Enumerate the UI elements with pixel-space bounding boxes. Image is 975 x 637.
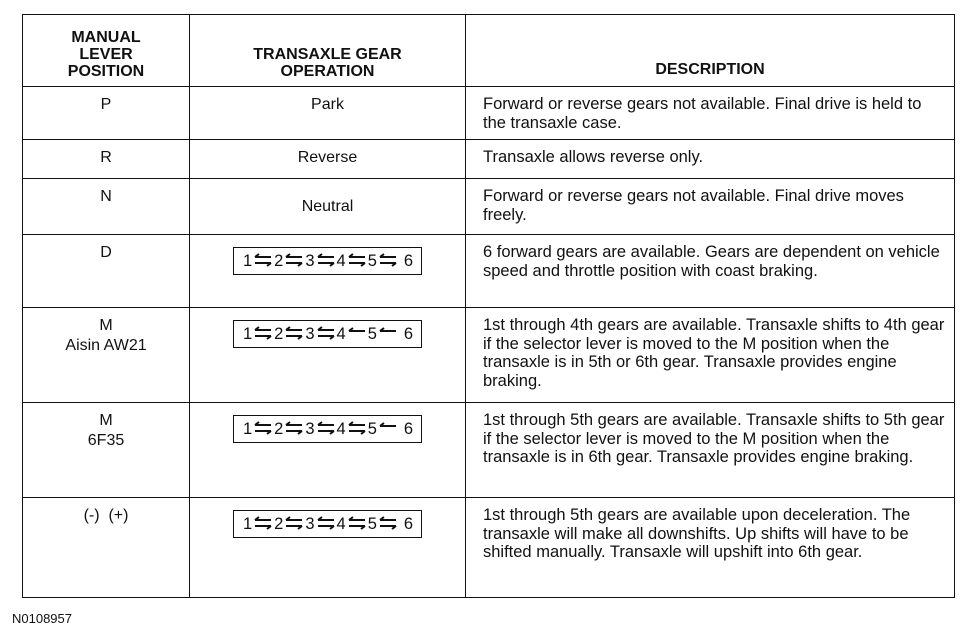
gear-sequence-box [233, 415, 422, 443]
header-operation-line-2: OPERATION [280, 63, 375, 80]
gear-number: 4 [336, 420, 346, 438]
operation-cell [190, 140, 466, 179]
operation-label: Reverse [297, 149, 358, 166]
header-description: DESCRIPTION [466, 15, 955, 87]
left-shift-arrow-icon [347, 326, 367, 340]
lever-cell [23, 235, 190, 308]
gear-number: 3 [305, 252, 315, 270]
gear-number: 1 [242, 515, 253, 533]
gear-number: 2 [274, 325, 284, 343]
description-cell: Forward or reverse gears not available. Final drive is held to the transaxle case. [466, 87, 955, 140]
double-shift-arrow-icon [253, 421, 273, 435]
gear-number: 2 [274, 420, 284, 438]
gear-number: 3 [305, 515, 315, 533]
double-shift-arrow-icon [378, 516, 398, 530]
operation-label: Neutral [301, 198, 354, 215]
table-row [23, 308, 955, 403]
gear-number: 2 [274, 252, 284, 270]
lever-label: N [100, 188, 112, 205]
header-operation-line-1: TRANSAXLE GEAR [253, 46, 402, 63]
gear-number: 6 [403, 420, 414, 438]
gear-number: 5 [367, 420, 377, 438]
gear-number: 3 [305, 325, 315, 343]
header-lever-line-2: LEVER [79, 46, 133, 63]
header-lever-position [23, 15, 190, 87]
double-shift-arrow-icon [347, 421, 367, 435]
table-row [23, 235, 955, 308]
figure-id: N0108957 [12, 611, 72, 626]
description-cell: 1st through 5th gears are available upon deceleration. The transaxle will make all downshifts. Up shifts will have to be shifted manually. Transaxle will upshift into 6th gear. [466, 498, 955, 598]
operation-label: Park [311, 96, 344, 113]
lever-label: (-) (+) [83, 507, 129, 524]
gear-number: 5 [367, 252, 377, 270]
double-shift-arrow-icon [253, 326, 273, 340]
header-lever-line-3: POSITION [67, 63, 145, 80]
double-shift-arrow-icon [347, 516, 367, 530]
gear-sequence-box [233, 320, 422, 348]
lever-label: P [100, 96, 112, 113]
description-cell: 6 forward gears are available. Gears are dependent on vehicle speed and throttle position with coast braking. [466, 235, 955, 308]
double-shift-arrow-icon [316, 516, 336, 530]
gear-number: 1 [242, 252, 253, 270]
double-shift-arrow-icon [347, 253, 367, 267]
table-row [23, 403, 955, 498]
gear-number: 1 [242, 420, 253, 438]
operation-cell [190, 498, 466, 598]
lever-cell [23, 498, 190, 598]
lever-label: R [100, 149, 112, 166]
lever-label: M [99, 412, 113, 429]
lever-label: M [99, 317, 113, 334]
table-header-row [23, 15, 955, 87]
header-gear-operation [190, 15, 466, 87]
gear-position-table [22, 14, 955, 598]
table-row [23, 498, 955, 598]
gear-number: 4 [336, 325, 346, 343]
left-shift-arrow-icon [378, 421, 398, 435]
description-cell: 1st through 4th gears are available. Transaxle shifts to 4th gear if the selector lever is moved to the M position when the transaxle is in 5th or 6th gear. Transaxle provides engine braking. [466, 308, 955, 403]
double-shift-arrow-icon [378, 253, 398, 267]
table-row [23, 87, 955, 140]
lever-cell [23, 140, 190, 179]
operation-cell [190, 87, 466, 140]
double-shift-arrow-icon [284, 421, 304, 435]
operation-cell [190, 403, 466, 498]
description-cell: 1st through 5th gears are available. Transaxle shifts to 5th gear if the selector lever is moved to the M position when the transaxle is in 6th gear. Transaxle provides engine braking. [466, 403, 955, 498]
table-row [23, 179, 955, 235]
gear-number: 6 [403, 515, 414, 533]
gear-number: 5 [367, 325, 377, 343]
gear-number: 4 [336, 252, 346, 270]
double-shift-arrow-icon [316, 253, 336, 267]
gear-number: 2 [274, 515, 284, 533]
operation-cell [190, 179, 466, 235]
gear-sequence-box [233, 510, 422, 538]
lever-cell [23, 87, 190, 140]
double-shift-arrow-icon [284, 516, 304, 530]
double-shift-arrow-icon [253, 253, 273, 267]
lever-cell [23, 179, 190, 235]
gear-number: 3 [305, 420, 315, 438]
double-shift-arrow-icon [316, 421, 336, 435]
operation-cell [190, 308, 466, 403]
double-shift-arrow-icon [284, 326, 304, 340]
gear-number: 1 [242, 325, 253, 343]
gear-number: 6 [403, 252, 414, 270]
gear-number: 4 [336, 515, 346, 533]
double-shift-arrow-icon [284, 253, 304, 267]
left-shift-arrow-icon [378, 326, 398, 340]
double-shift-arrow-icon [316, 326, 336, 340]
lever-cell [23, 403, 190, 498]
description-cell: Forward or reverse gears not available. Final drive moves freely. [466, 179, 955, 235]
lever-label: D [100, 244, 112, 261]
lever-sublabel: 6F35 [87, 432, 125, 449]
lever-cell [23, 308, 190, 403]
header-lever-line-1: MANUAL [71, 29, 141, 46]
lever-sublabel: Aisin AW21 [65, 337, 147, 354]
double-shift-arrow-icon [253, 516, 273, 530]
gear-sequence-box [233, 247, 422, 275]
gear-number: 6 [403, 325, 414, 343]
table-row [23, 140, 955, 179]
operation-cell [190, 235, 466, 308]
gear-number: 5 [367, 515, 377, 533]
description-cell: Transaxle allows reverse only. [466, 140, 955, 179]
